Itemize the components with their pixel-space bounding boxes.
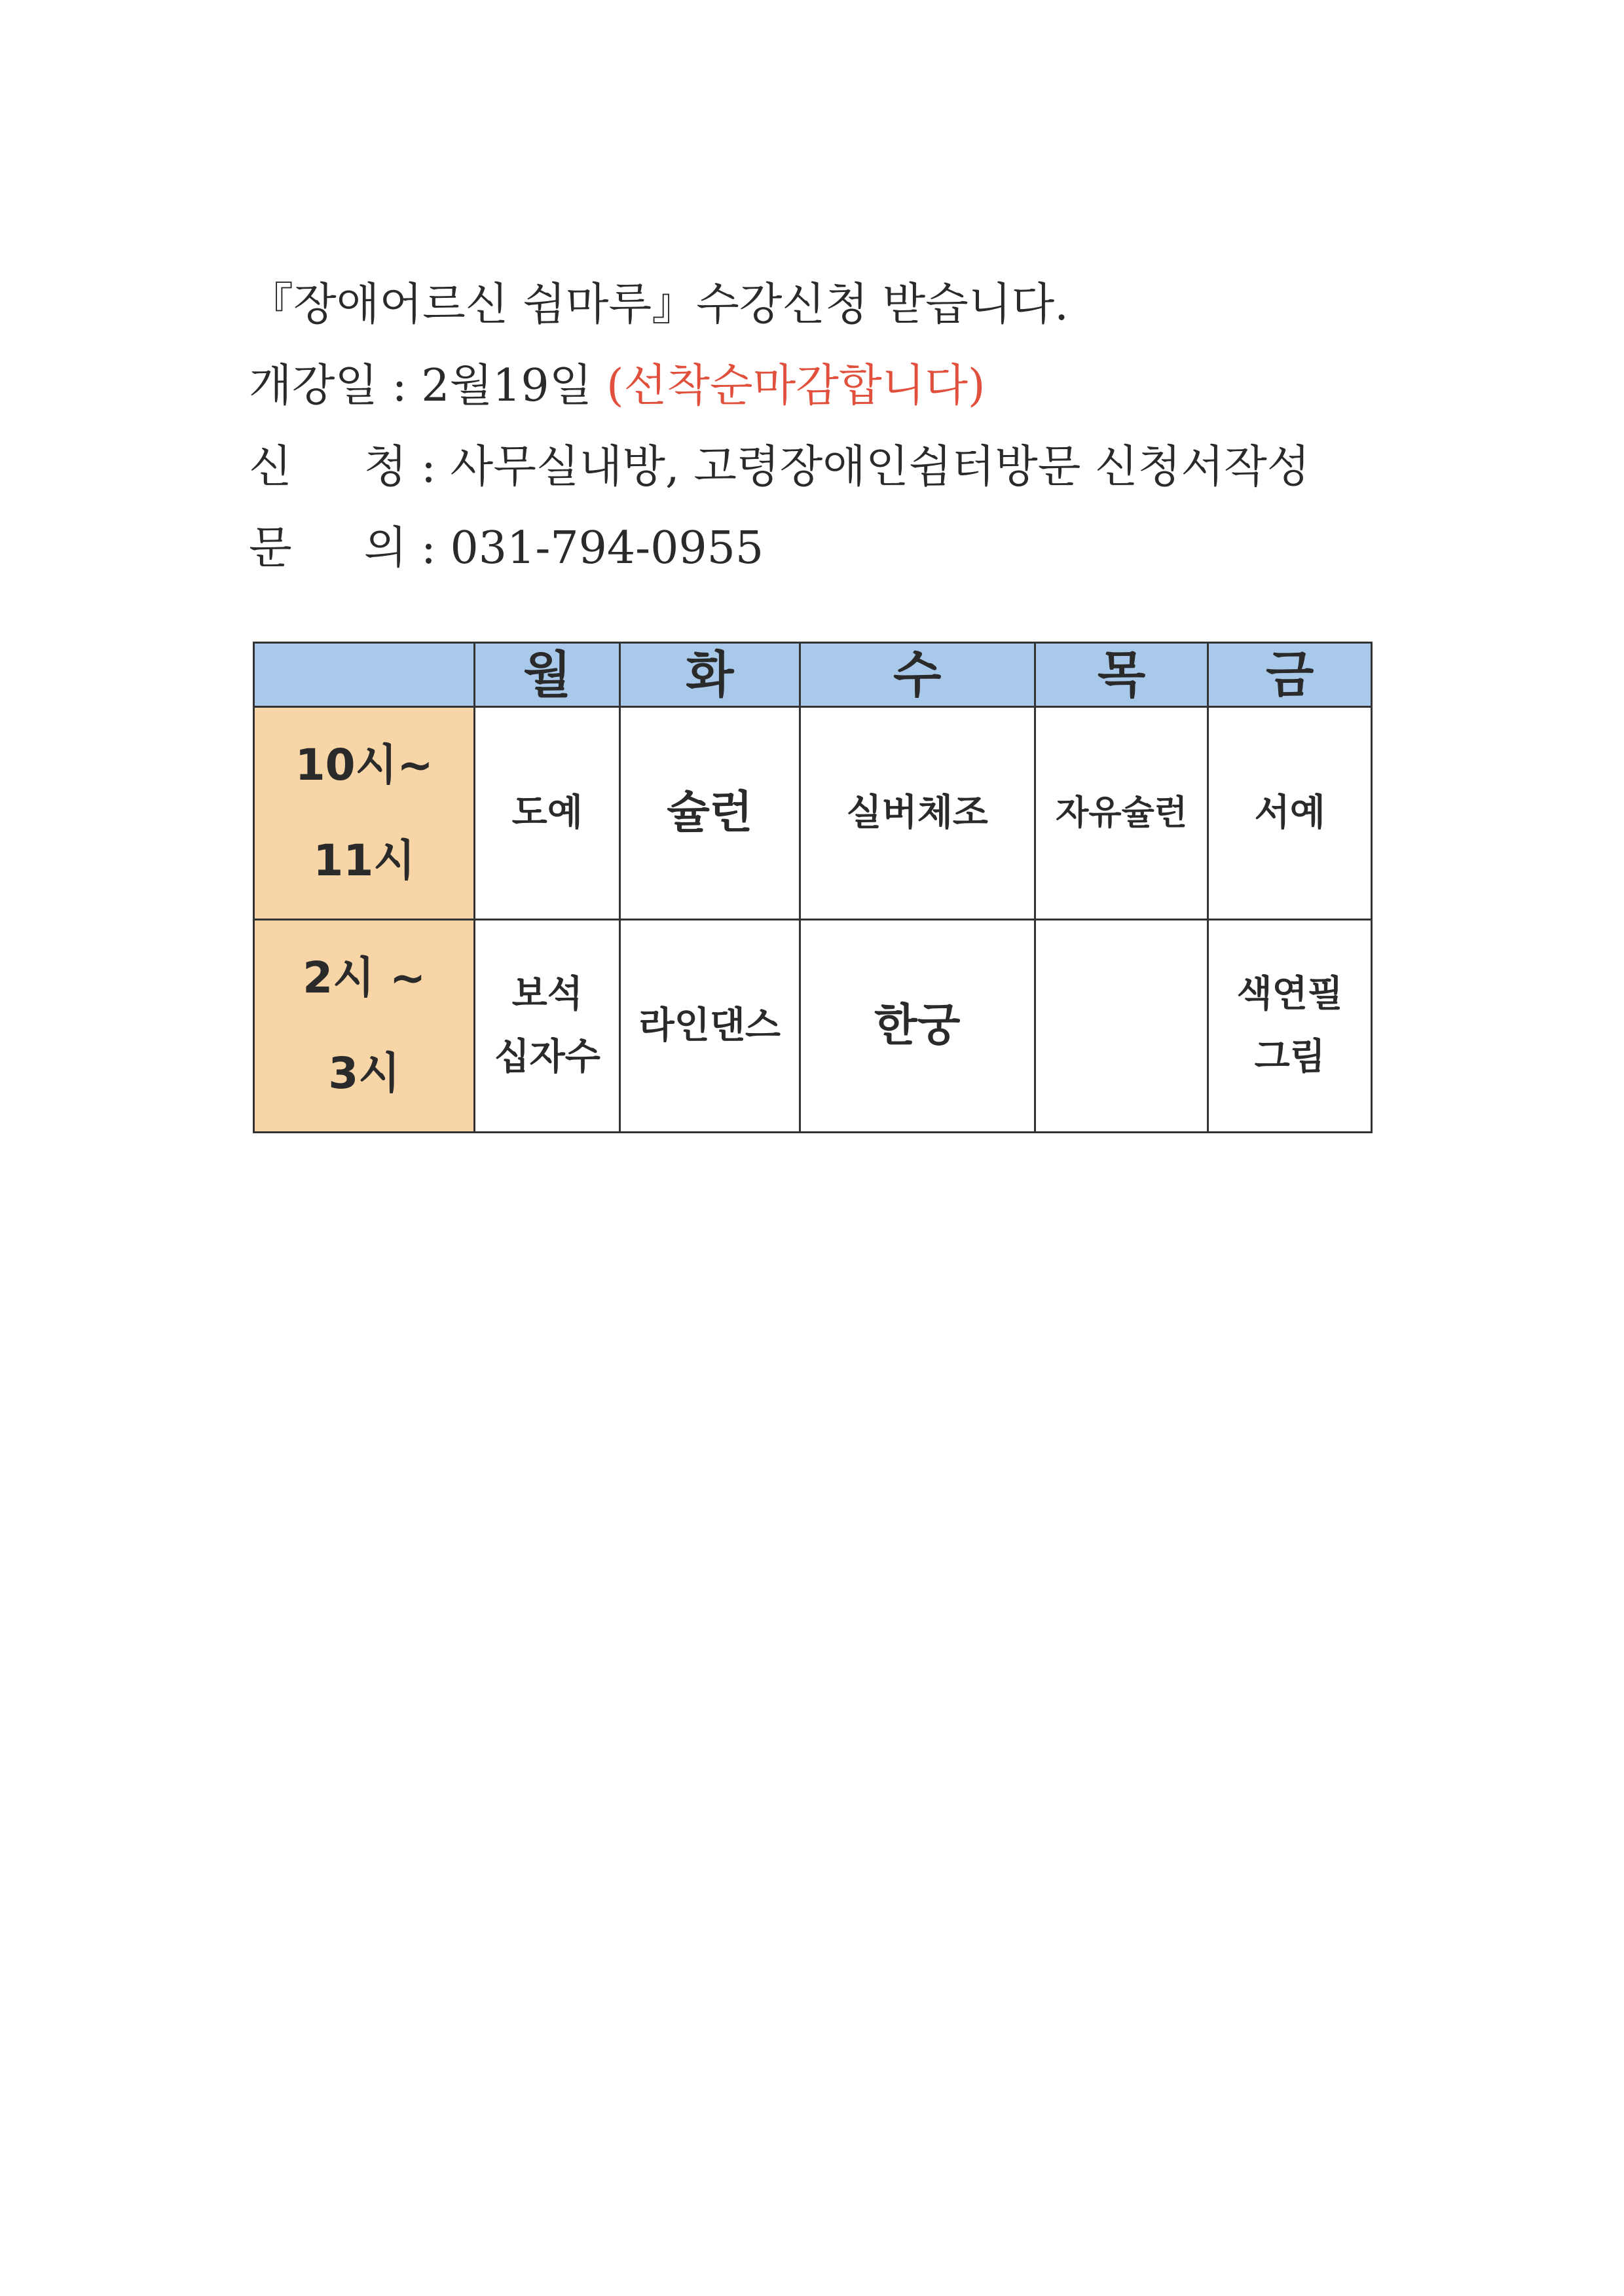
notice-title (249, 279, 1428, 331)
class-name: 슐런 (667, 787, 753, 839)
class-cell-tue-morning (620, 707, 800, 920)
class-name-line1: 색연필 (1236, 973, 1343, 1015)
class-cell-mon-morning (475, 707, 620, 920)
time-slot-afternoon (254, 920, 475, 1133)
class-name-line1: 보석 (511, 973, 583, 1015)
inquiry-key-2: 의 (363, 522, 407, 574)
schedule-row-afternoon (254, 920, 1372, 1133)
header-day-friday: 금 (1208, 643, 1372, 707)
class-name-line2: 십자수 (494, 1036, 600, 1078)
class-cell-fri-morning (1208, 707, 1372, 920)
time-slot-morning (254, 707, 475, 920)
application-key-1: 신 (249, 441, 292, 493)
time-slot-end: 11시 (313, 835, 415, 886)
header-day-monday: 월 (475, 643, 620, 707)
notice-inquiry (249, 522, 1428, 574)
class-cell-fri-afternoon (1208, 920, 1372, 1133)
class-name: 서예 (1254, 792, 1325, 834)
notice-text (249, 279, 1428, 608)
class-name: 실버체조 (846, 792, 988, 834)
first-come-notice: (선착순마감합니다) (606, 360, 986, 412)
class-name: 자유슐런 (1056, 793, 1188, 833)
class-cell-wed-morning (800, 707, 1035, 920)
class-name: 한궁 (874, 1000, 961, 1051)
class-name: 라인댄스 (638, 1004, 781, 1047)
class-name-line2: 그림 (1254, 1036, 1325, 1078)
class-cell-mon-afternoon (475, 920, 620, 1133)
time-slot-start: 10시~ (295, 740, 434, 790)
header-corner (254, 643, 475, 707)
time-slot-start: 2시 ~ (303, 953, 426, 1003)
header-day-tuesday: 화 (620, 643, 800, 707)
inquiry-key-1: 문 (249, 522, 292, 574)
schedule-table (253, 642, 1373, 1133)
class-cell-thu-morning (1035, 707, 1208, 920)
header-day-thursday: 목 (1035, 643, 1208, 707)
application-key-2: 청 (363, 441, 407, 493)
notice-application (249, 441, 1428, 493)
notice-opening-date (249, 360, 1428, 412)
class-cell-thu-afternoon (1035, 920, 1208, 1133)
header-day-wednesday: 수 (800, 643, 1035, 707)
schedule-row-morning (254, 707, 1372, 920)
notice-title-text: 『장애어르신 쉼마루』수강신청 받습니다. (249, 279, 1069, 331)
time-slot-end: 3시 (328, 1048, 401, 1099)
schedule-header-row (254, 643, 1372, 707)
class-cell-wed-afternoon (800, 920, 1035, 1133)
class-cell-tue-afternoon (620, 920, 800, 1133)
application-value: : 사무실내방, 고령장애인쉼터방문 신청서작성 (407, 441, 1310, 493)
inquiry-value: : 031-794-0955 (407, 522, 764, 574)
class-name: 도예 (511, 792, 583, 834)
opening-date-label: 개강일 : 2월19일 (249, 360, 606, 412)
